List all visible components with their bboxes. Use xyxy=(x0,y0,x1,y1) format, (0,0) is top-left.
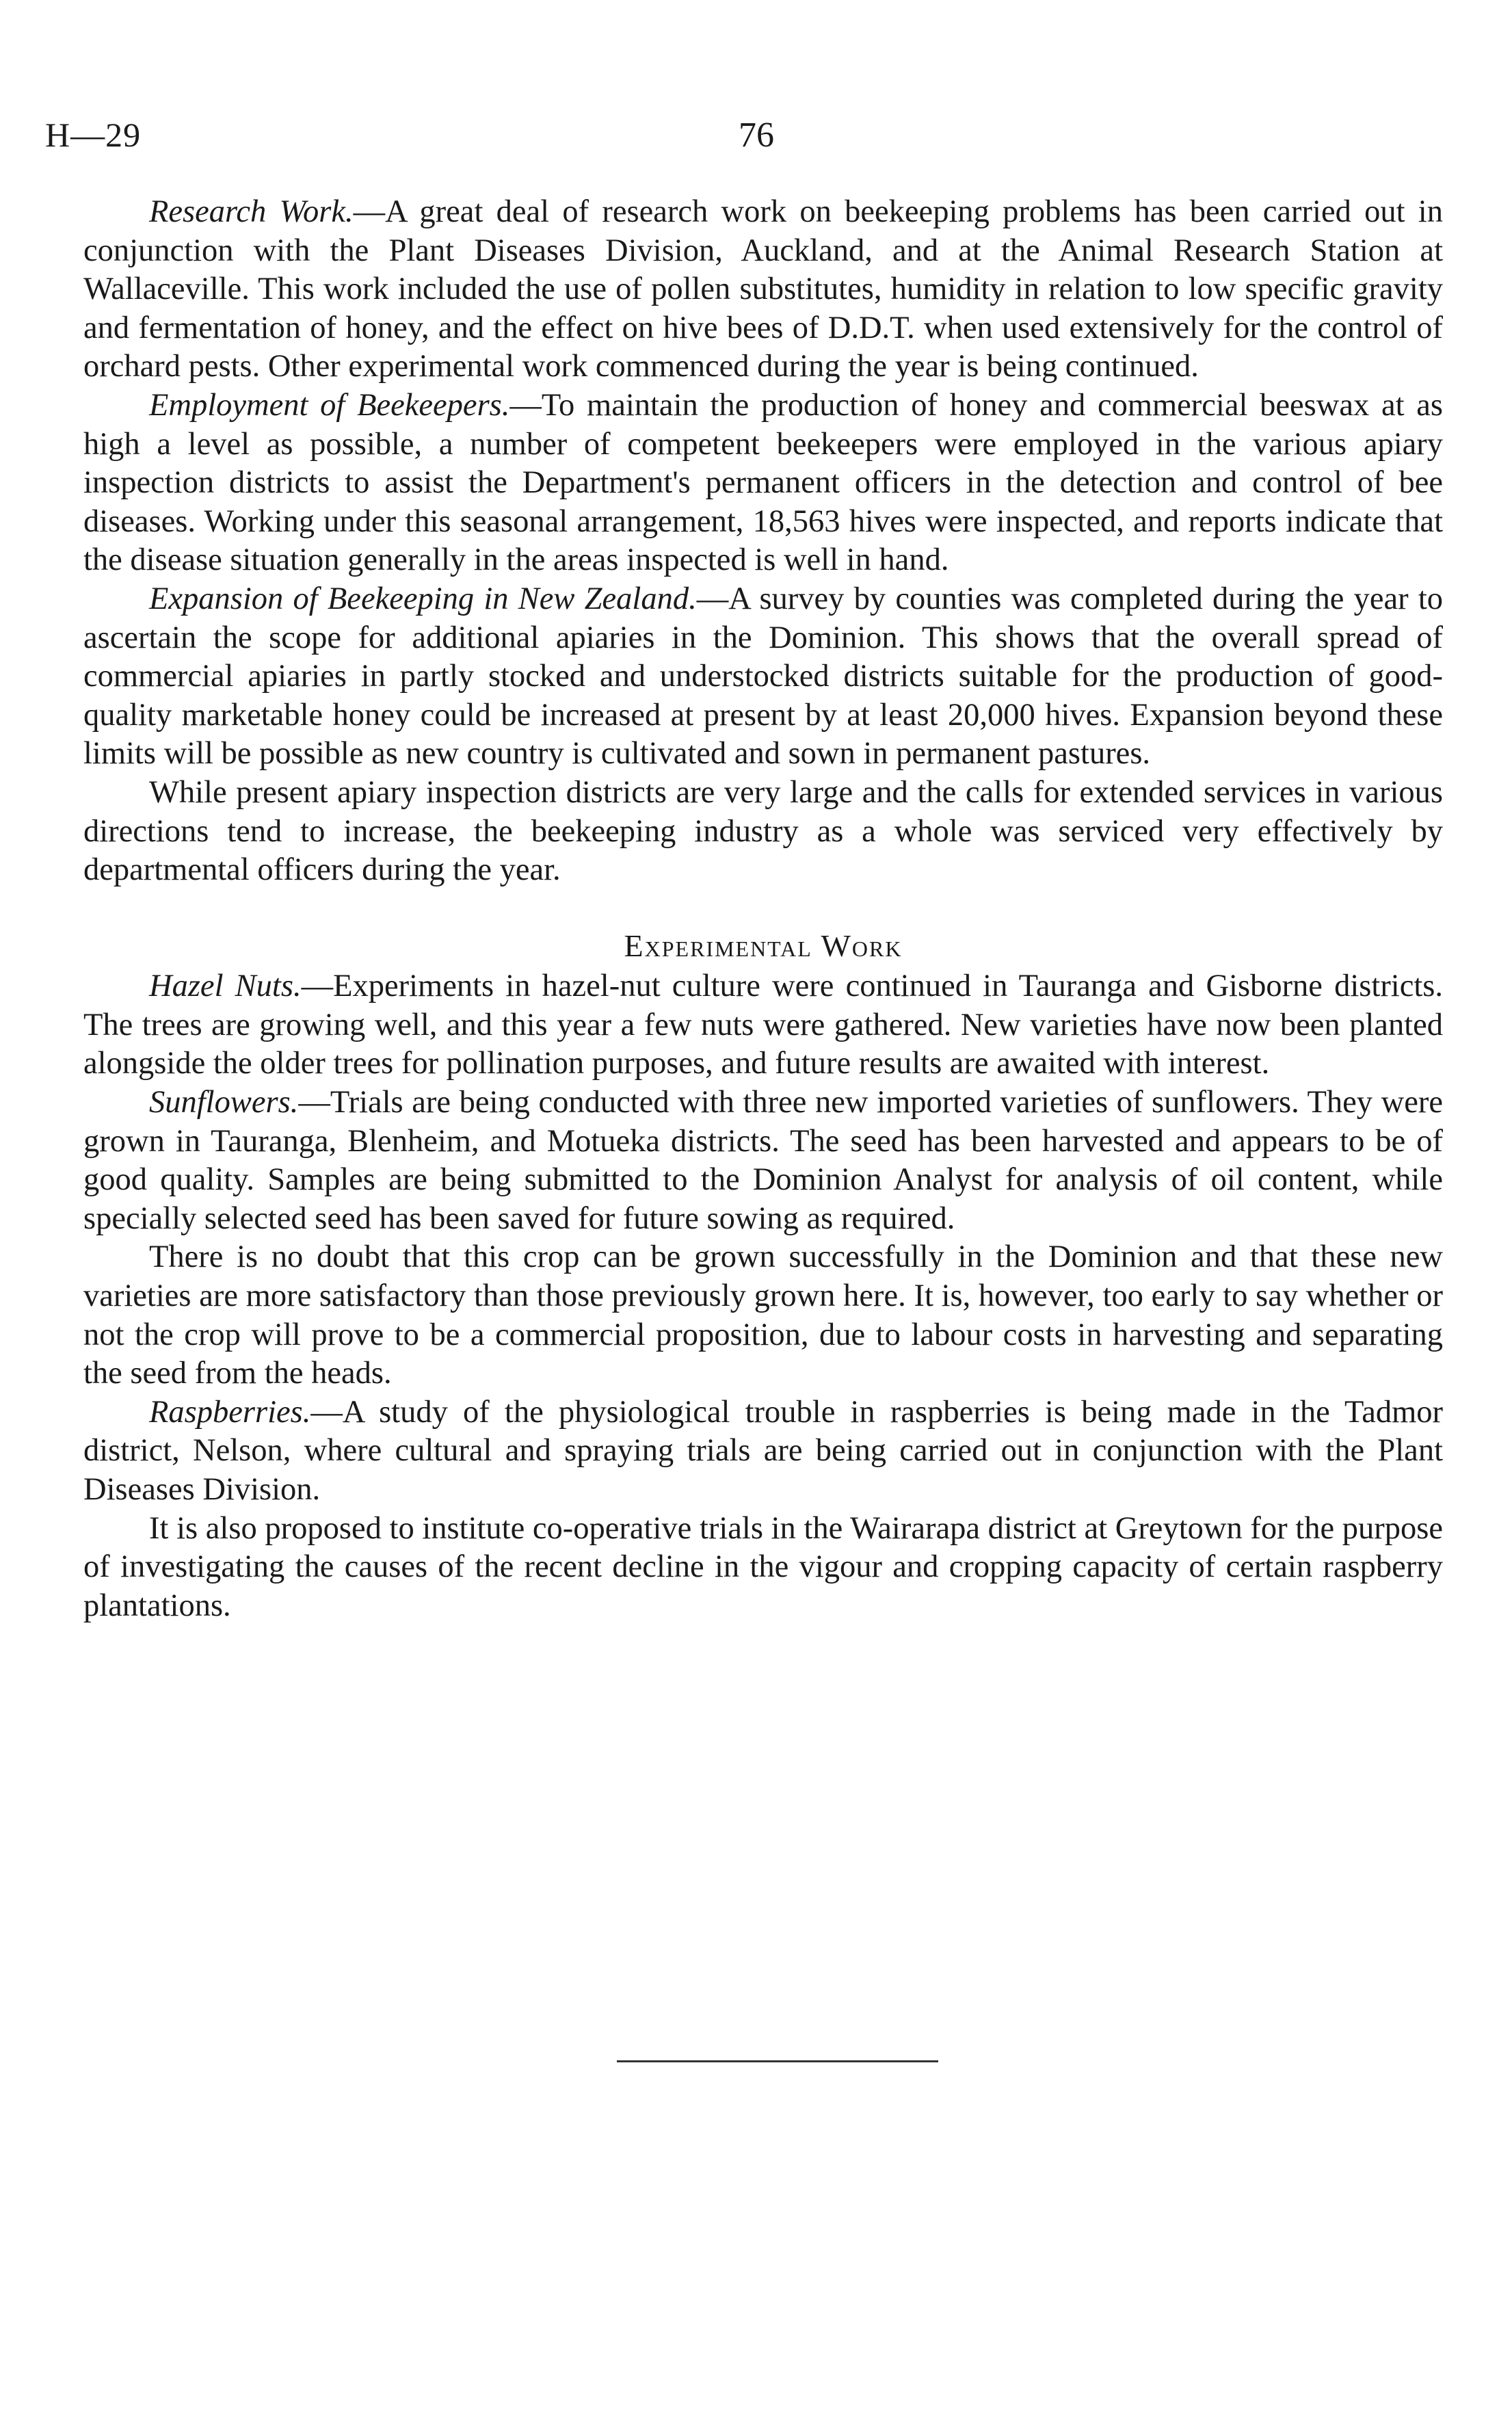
run-in-heading: Expansion of Beekeeping in New Zealand. xyxy=(149,581,697,616)
paragraph-sunflowers xyxy=(83,1084,1443,1238)
paragraph-text: —Trials are being conducted with three new imported varieties of sunflowers. They were grown in Tauranga, Blenheim, and Motueka districts. The seed has been harvested and appears to be of good quality. Samples are being submitted to the Dominion Analyst for analysis of oil content, while specially selected seed has been saved for future sowing as required. xyxy=(83,1085,1443,1236)
page-number: 76 xyxy=(739,116,774,155)
run-in-heading: Research Work. xyxy=(149,194,354,229)
paragraph-text: —To maintain the production of honey and commercial beeswax at as high a level as possible, a number of competent beekeepers were employed in the various apiary inspection districts to assist the Department's permanent officers in the detection and control of bee diseases. Working under this seasonal arrangement, 18,563 hives were inspected, and reports indicate that the disease situation generally in the areas inspected is well in hand. xyxy=(83,387,1444,578)
paragraph-inspection-districts xyxy=(83,774,1443,890)
paragraph-raspberry-trials xyxy=(83,1510,1443,1626)
run-in-heading: Employment of Beekeepers. xyxy=(149,387,510,423)
run-in-heading: Hazel Nuts. xyxy=(149,969,302,1004)
paragraph-employment-of-beekeepers xyxy=(83,386,1443,580)
run-in-heading: Sunflowers. xyxy=(149,1085,299,1120)
paragraph-sunflower-crop xyxy=(83,1238,1443,1393)
paragraph-text: —A study of the physiological trouble in raspberries is being made in the Tadmor district, Nelson, where cultural and spraying trials are being carried out in conjunction with the Plant Diseases Division. xyxy=(83,1394,1443,1507)
paragraph-expansion-of-beekeeping xyxy=(83,580,1443,774)
document-body xyxy=(83,193,1443,1625)
paragraph-text: There is no doubt that this crop can be grown successfully in the Dominion and that these new varieties are more satisfactory than those previously grown here. It is, however, too early to say whether or not the crop will prove to be a commercial proposition, due to labour costs in harvesting and separating the seed from the heads. xyxy=(83,1239,1443,1391)
paragraph-text: While present apiary inspection districts are very large and the calls for extended services in various directions tend to increase, the beekeeping industry as a whole was serviced very effectively by departmental officers during the year. xyxy=(83,774,1443,888)
page-header xyxy=(0,115,1512,163)
document-code: H—29 xyxy=(45,116,142,154)
end-rule xyxy=(617,2060,938,2062)
paragraph-hazel-nuts xyxy=(83,967,1443,1084)
section-heading-experimental-work: Experimental Work xyxy=(624,928,903,963)
paragraph-text: —A survey by counties was completed during the year to ascertain the scope for additional apiaries in the Dominion. This shows that the overall spread of commercial apiaries in partly stocked and understocked districts suitable for the production of good-quality marketable honey could be increased at present by at least 20,000 hives. Expansion beyond these limits will be possible as new country is cultivated and sown in permanent pastures. xyxy=(83,581,1443,772)
run-in-heading: Raspberries. xyxy=(149,1394,311,1430)
paragraph-research-work xyxy=(83,193,1443,386)
paragraph-text: —A great deal of research work on beekeeping problems has been carried out in conjunction with the Plant Diseases Division, Auckland, and at the Animal Research Station at Wallaceville. This work included the use of pollen substitutes, humidity in relation to low specific gravity and fermentation of honey, and the effect on hive bees of D.D.T. when used extensively for the control of orchard pests. Other experimental work commenced during the year is being continued. xyxy=(83,194,1443,384)
paragraph-text: —Experiments in hazel-nut culture were continued in Tauranga and Gisborne districts. The trees are growing well, and this year a few nuts were gathered. New varieties have now been planted alongside the older trees for pollination purposes, and future results are awaited with interest. xyxy=(83,969,1444,1081)
paragraph-text: It is also proposed to institute co-operative trials in the Wairarapa district at Greytown for the purpose of investigating the causes of the recent decline in the vigour and cropping capacity of certain raspberry plantations. xyxy=(83,1510,1443,1623)
paragraph-raspberries xyxy=(83,1393,1443,1510)
